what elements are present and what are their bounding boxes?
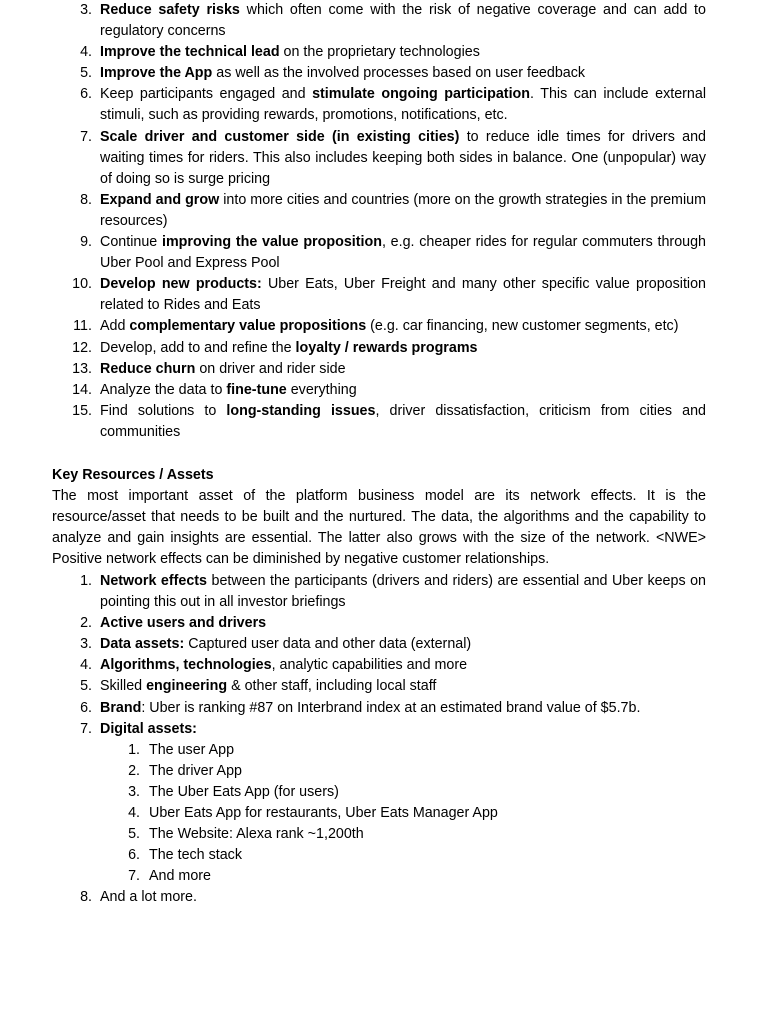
list-item [0, 359, 706, 380]
sublist-item [100, 824, 706, 845]
section-paragraph: The most important asset of the platform business model are its network effects. It is the resource/asset that needs to be built and the nurtured. The data, the algorithms and the capability to analyze and gain insights are essential. The latter also grows with the size of the network. <NWE> Positive network effects can be diminished by negative customer relationships. [52, 488, 706, 568]
item-text: . This can include external stimuli, such as providing rewards, promotions, notifications, etc. [100, 86, 706, 124]
sublist-item [100, 782, 706, 803]
sublist-text: The tech stack [149, 847, 242, 864]
list-item [0, 887, 706, 908]
bold-text: complementary value propositions [129, 318, 367, 335]
list-item [0, 380, 706, 401]
list-number: 10. [72, 276, 92, 293]
list-item [0, 232, 706, 274]
item-text: Develop, add to and refine the [100, 339, 296, 356]
bold-text: fine-tune [226, 381, 287, 398]
bold-text: improving the value proposition [161, 234, 382, 251]
sublist-item [100, 761, 706, 782]
list-number: 5. [80, 678, 92, 695]
list-item [0, 316, 706, 337]
sublist-number: 7. [128, 868, 140, 885]
bold-text: loyalty / rewards programs [295, 339, 478, 356]
item-text: as well as the involved processes based on user feedback [212, 65, 586, 82]
list-number: 8. [80, 191, 92, 208]
list-item [0, 676, 706, 697]
item-text: , driver dissatisfaction, criticism from cities and communities [100, 402, 706, 440]
section-heading: Key Resources / Assets [52, 467, 214, 483]
item-text: Continue [100, 234, 162, 251]
bold-text: stimulate ongoing participation [312, 86, 531, 103]
item-text: And a lot more. [100, 889, 197, 906]
bold-text: Expand and grow [100, 191, 220, 208]
list-item [0, 63, 706, 84]
item-text: Add [100, 318, 130, 335]
item-text: , analytic capabilities and more [271, 657, 468, 674]
item-text: Uber Eats, Uber Freight and many other specific value proposition related to Rides and Eats [100, 276, 706, 314]
bold-text: Network effects [100, 573, 207, 589]
list-item [0, 0, 706, 42]
sublist-number: 1. [128, 741, 140, 758]
sublist-number: 4. [128, 805, 140, 822]
list-item [0, 274, 706, 316]
bold-text: Brand [100, 699, 142, 716]
list-number: 4. [80, 44, 92, 61]
list-number: 11. [73, 318, 92, 335]
resources-list [0, 571, 764, 909]
item-text: , e.g. cheaper rides for regular commuters through Uber Pool and Express Pool [100, 234, 706, 272]
list-item [0, 190, 706, 232]
sublist-text: The Uber Eats App (for users) [149, 783, 339, 800]
bold-text: Active users and drivers [100, 615, 267, 632]
item-text: & other staff, including local staff [227, 678, 437, 695]
item-text: Skilled [100, 678, 147, 695]
bold-text: long-standing issues [226, 402, 376, 419]
list-item [0, 84, 706, 126]
list-item [0, 655, 706, 676]
list-number: 1. [80, 573, 92, 589]
list-number: 12. [72, 339, 92, 356]
item-text: on the proprietary technologies [279, 44, 480, 61]
item-text: (e.g. car financing, new customer segments, etc) [366, 318, 679, 335]
sublist-item [100, 866, 706, 887]
list-item [0, 634, 706, 655]
list-item [0, 719, 706, 888]
list-number: 9. [80, 234, 92, 251]
item-text: which often come with the risk of negative coverage and can add to regulatory concerns [100, 2, 706, 40]
list-number: 14. [72, 381, 92, 398]
item-text: between the participants (drivers and riders) are essential and Uber keeps on pointing this out in all investor briefings [100, 573, 707, 611]
item-text: Captured user data and other data (external) [184, 636, 472, 653]
sublist-text: Uber Eats App for restaurants, Uber Eats Manager App [149, 805, 498, 822]
item-text: on driver and rider side [195, 360, 346, 377]
item-text: to reduce idle times for drivers and waiting times for riders. This also includes keeping both sides in balance. One (unpopular) way of doing so is surge pricing [100, 128, 706, 187]
item-text: Find solutions to [100, 402, 227, 419]
activities-list [0, 0, 764, 443]
list-number: 7. [80, 720, 92, 737]
bold-text: Reduce safety risks [100, 2, 240, 18]
list-item [0, 571, 706, 613]
bold-text: Improve the App [100, 65, 213, 82]
bold-text: Data assets: [100, 636, 185, 653]
sublist-item [100, 845, 706, 866]
sublist-item [100, 740, 706, 761]
list-number: 4. [80, 657, 92, 674]
list-item [0, 42, 706, 63]
item-text: Keep participants engaged and [100, 86, 313, 103]
sublist-number: 3. [128, 783, 140, 800]
list-number: 3. [80, 636, 92, 653]
item-text: Analyze the data to [100, 381, 227, 398]
list-number: 2. [80, 615, 92, 632]
list-number: 5. [80, 65, 92, 82]
sublist-text: The user App [149, 741, 235, 758]
bold-text: Reduce churn [100, 360, 196, 377]
list-item [0, 698, 706, 719]
bold-text: Algorithms, technologies [100, 657, 272, 674]
list-item [0, 401, 706, 443]
sublist-number: 2. [128, 762, 140, 779]
list-number: 7. [80, 128, 92, 145]
list-number: 13. [72, 360, 92, 377]
sublist-number: 5. [128, 826, 140, 843]
bold-text: Improve the technical lead [100, 44, 280, 61]
list-item [0, 127, 706, 190]
digital-assets-sublist [100, 740, 706, 888]
item-text: : Uber is ranking #87 on Interbrand index at an estimated brand value of $5.7b. [141, 699, 641, 716]
list-number: 8. [80, 889, 92, 906]
list-number: 3. [80, 2, 92, 18]
list-item [0, 613, 706, 634]
list-number: 6. [80, 86, 92, 103]
bold-text: Develop new products: [100, 276, 262, 293]
sublist-text: And more [149, 868, 211, 885]
list-item [0, 338, 706, 359]
bold-text: engineering [146, 678, 228, 695]
bold-text: Scale driver and customer side (in existing cities) [100, 128, 460, 145]
list-number: 6. [80, 699, 92, 716]
list-number: 15. [72, 402, 92, 419]
sublist-number: 6. [128, 847, 140, 864]
item-text: everything [286, 381, 357, 398]
item-text: into more cities and countries (more on the growth strategies in the premium resources) [100, 191, 706, 229]
sublist-text: The driver App [149, 762, 242, 779]
bold-text: Digital assets: [100, 720, 197, 737]
sublist-item [100, 803, 706, 824]
sublist-text: The Website: Alexa rank ~1,200th [149, 826, 364, 843]
